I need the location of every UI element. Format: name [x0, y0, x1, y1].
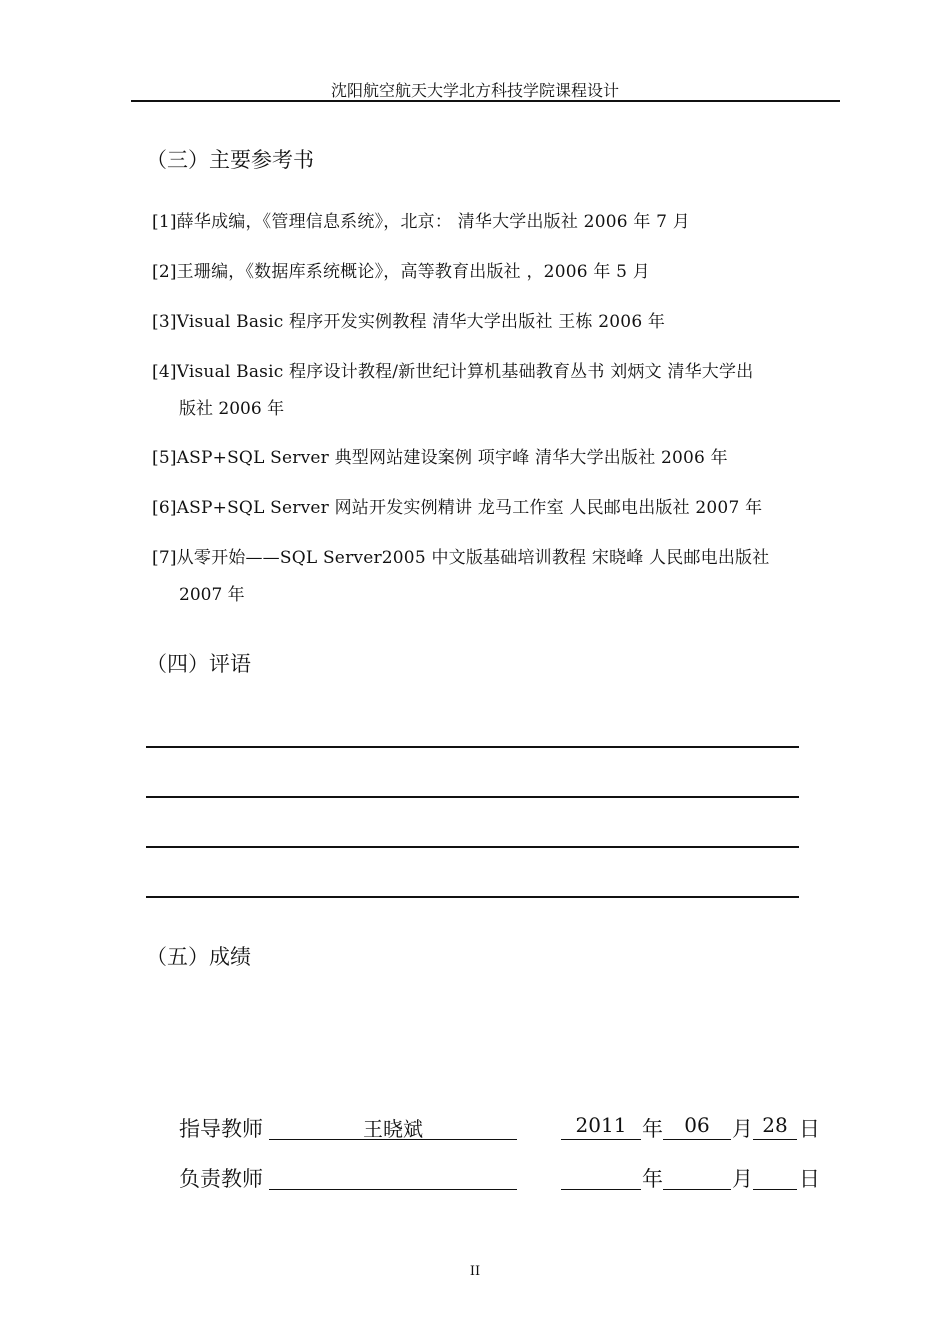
page-number: II: [469, 1264, 481, 1279]
running-header: 沈阳航空航天大学北方科技学院课程设计: [330, 81, 619, 100]
reference-item-7-continued: 2007 年: [179, 585, 245, 605]
day-label: 日: [799, 1167, 820, 1191]
responsible-day-field[interactable]: [753, 1163, 797, 1190]
comment-line[interactable]: [146, 746, 799, 748]
advisor-year-field[interactable]: 2011: [561, 1113, 641, 1140]
comment-line[interactable]: [146, 896, 799, 898]
comment-line[interactable]: [146, 846, 799, 848]
advisor-name-field[interactable]: 王晓斌: [269, 1113, 517, 1140]
reference-item-4-continued: 版社 2006 年: [179, 399, 285, 419]
responsible-year-field[interactable]: [561, 1163, 641, 1190]
responsible-name-field[interactable]: [269, 1163, 517, 1190]
comment-line[interactable]: [146, 796, 799, 798]
reference-item-7: [7]从零开始——SQL Server2005 中文版基础培训教程 宋晓峰 人民邮电出版社: [152, 548, 770, 568]
month-label: 月: [732, 1167, 753, 1191]
advisor-day-field[interactable]: 28: [753, 1113, 797, 1140]
month-label: 月: [732, 1117, 753, 1141]
grade-heading: （五）成绩: [146, 945, 251, 969]
year-label: 年: [642, 1167, 663, 1191]
reference-item-4: [4]Visual Basic 程序设计教程/新世纪计算机基础教育丛书 刘炳文 清华大学出: [152, 362, 754, 382]
reference-item-2: [2]王珊编，《数据库系统概论》，高等教育出版社 ，2006 年 5 月: [152, 262, 650, 282]
reference-item-1: [1]薛华成编，《管理信息系统》，北京： 清华大学出版社 2006 年 7 月: [152, 212, 690, 232]
responsible-month-field[interactable]: [663, 1163, 731, 1190]
advisor-month-field[interactable]: 06: [663, 1113, 731, 1140]
reference-item-3: [3]Visual Basic 程序开发实例教程 清华大学出版社 王栋 2006 年: [152, 312, 666, 332]
responsible-label: 负责教师: [179, 1167, 263, 1191]
header-rule: [131, 100, 840, 102]
references-heading: （三）主要参考书: [146, 148, 314, 172]
day-label: 日: [799, 1117, 820, 1141]
year-label: 年: [642, 1117, 663, 1141]
advisor-label: 指导教师: [179, 1117, 263, 1141]
comments-heading: （四）评语: [146, 652, 251, 676]
reference-item-5: [5]ASP+SQL Server 典型网站建设案例 项宇峰 清华大学出版社 2006 年: [152, 448, 728, 468]
reference-item-6: [6]ASP+SQL Server 网站开发实例精讲 龙马工作室 人民邮电出版社 2007 年: [152, 498, 763, 518]
